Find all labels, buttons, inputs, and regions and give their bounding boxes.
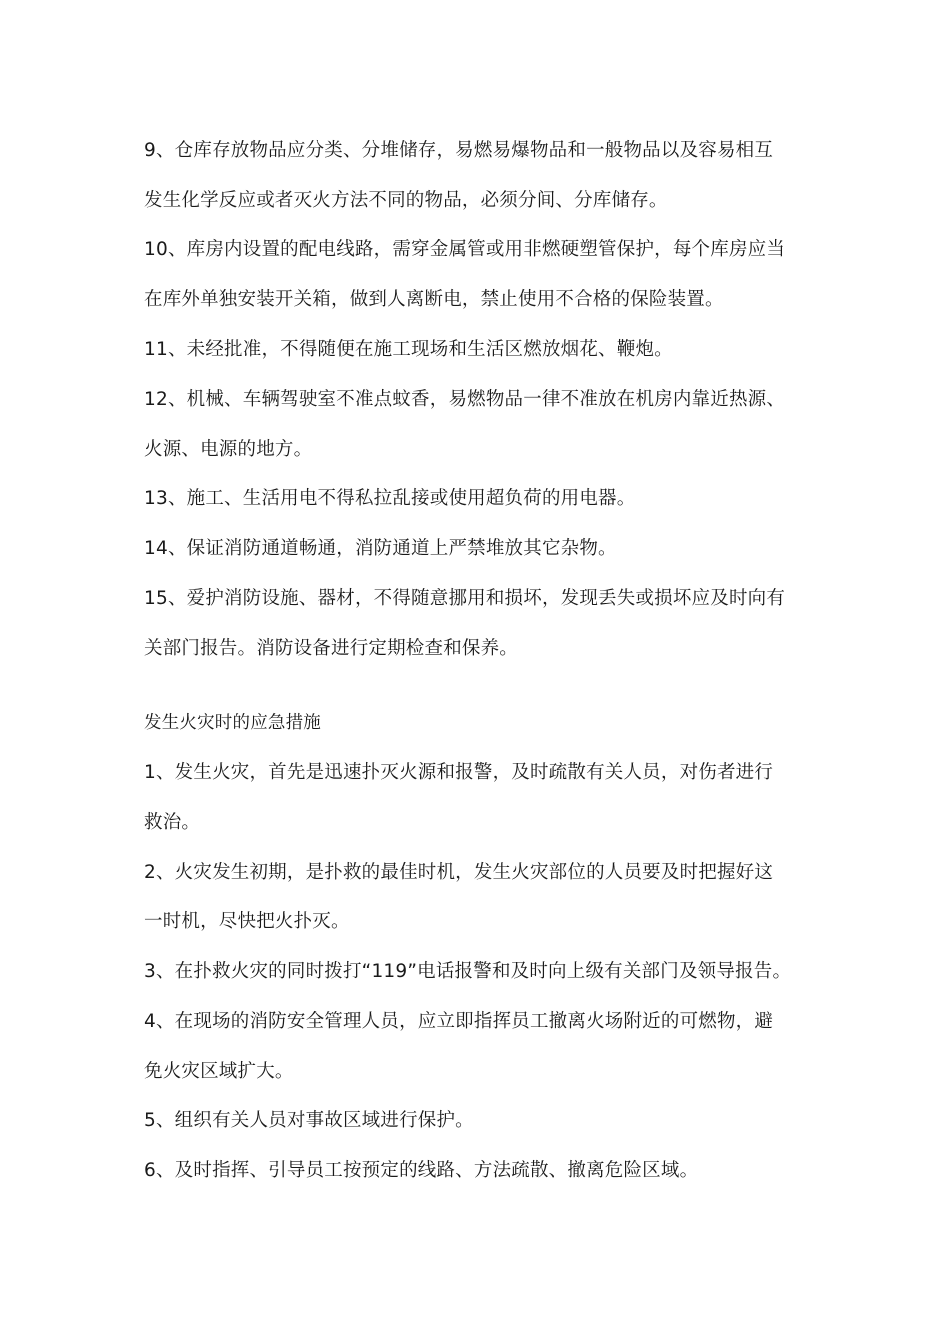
rule-14-line-1: 14、保证消防通道畅通，消防通道上严禁堆放其它杂物。 — [144, 538, 617, 559]
emergency-2-line-2: 一时机，尽快把火扑灭。 — [144, 911, 350, 932]
emergency-1-line-1: 1、发生火灾，首先是迅速扑灭火源和报警，及时疏散有关人员，对伤者进行 — [144, 762, 774, 783]
rule-10-line-2: 在库外单独安装开关箱，做到人离断电，禁止使用不合格的保险装置。 — [144, 289, 724, 310]
rule-9-line-2: 发生化学反应或者灭火方法不同的物品，必须分间、分库储存。 — [144, 190, 668, 211]
rule-9-line-1: 9、仓库存放物品应分类、分堆储存，易燃易爆物品和一般物品以及容易相互 — [144, 140, 774, 161]
emergency-1-line-2: 救治。 — [144, 812, 201, 833]
emergency-4-line-2: 免火灾区域扩大。 — [144, 1061, 294, 1082]
rule-12-line-2: 火源、电源的地方。 — [144, 439, 313, 460]
rule-15-line-1: 15、爱护消防设施、器材，不得随意挪用和损坏，发现丢失或损坏应及时向有 — [144, 588, 786, 609]
rule-13-line-1: 13、施工、生活用电不得私拉乱接或使用超负荷的用电器。 — [144, 488, 636, 509]
emergency-section-heading: 发生火灾时的应急措施 — [144, 713, 321, 733]
rule-11-line-1: 11、未经批准，不得随便在施工现场和生活区燃放烟花、鞭炮。 — [144, 339, 673, 360]
rule-15-line-2: 关部门报告。消防设备进行定期检查和保养。 — [144, 638, 519, 659]
emergency-5-line-1: 5、组织有关人员对事故区域进行保护。 — [144, 1110, 474, 1131]
emergency-3-line-1: 3、在扑救火灾的同时拨打“119”电话报警和及时向上级有关部门及领导报告。 — [144, 961, 792, 982]
emergency-6-line-1: 6、及时指挥、引导员工按预定的线路、方法疏散、撤离危险区域。 — [144, 1160, 699, 1181]
rule-10-line-1: 10、库房内设置的配电线路，需穿金属管或用非燃硬塑管保护，每个库房应当 — [144, 239, 786, 260]
rule-12-line-1: 12、机械、车辆驾驶室不准点蚊香，易燃物品一律不准放在机房内靠近热源、 — [144, 389, 786, 410]
emergency-2-line-1: 2、火灾发生初期，是扑救的最佳时机，发生火灾部位的人员要及时把握好这 — [144, 862, 774, 883]
emergency-4-line-1: 4、在现场的消防安全管理人员，应立即指挥员工撤离火场附近的可燃物，避 — [144, 1011, 774, 1032]
